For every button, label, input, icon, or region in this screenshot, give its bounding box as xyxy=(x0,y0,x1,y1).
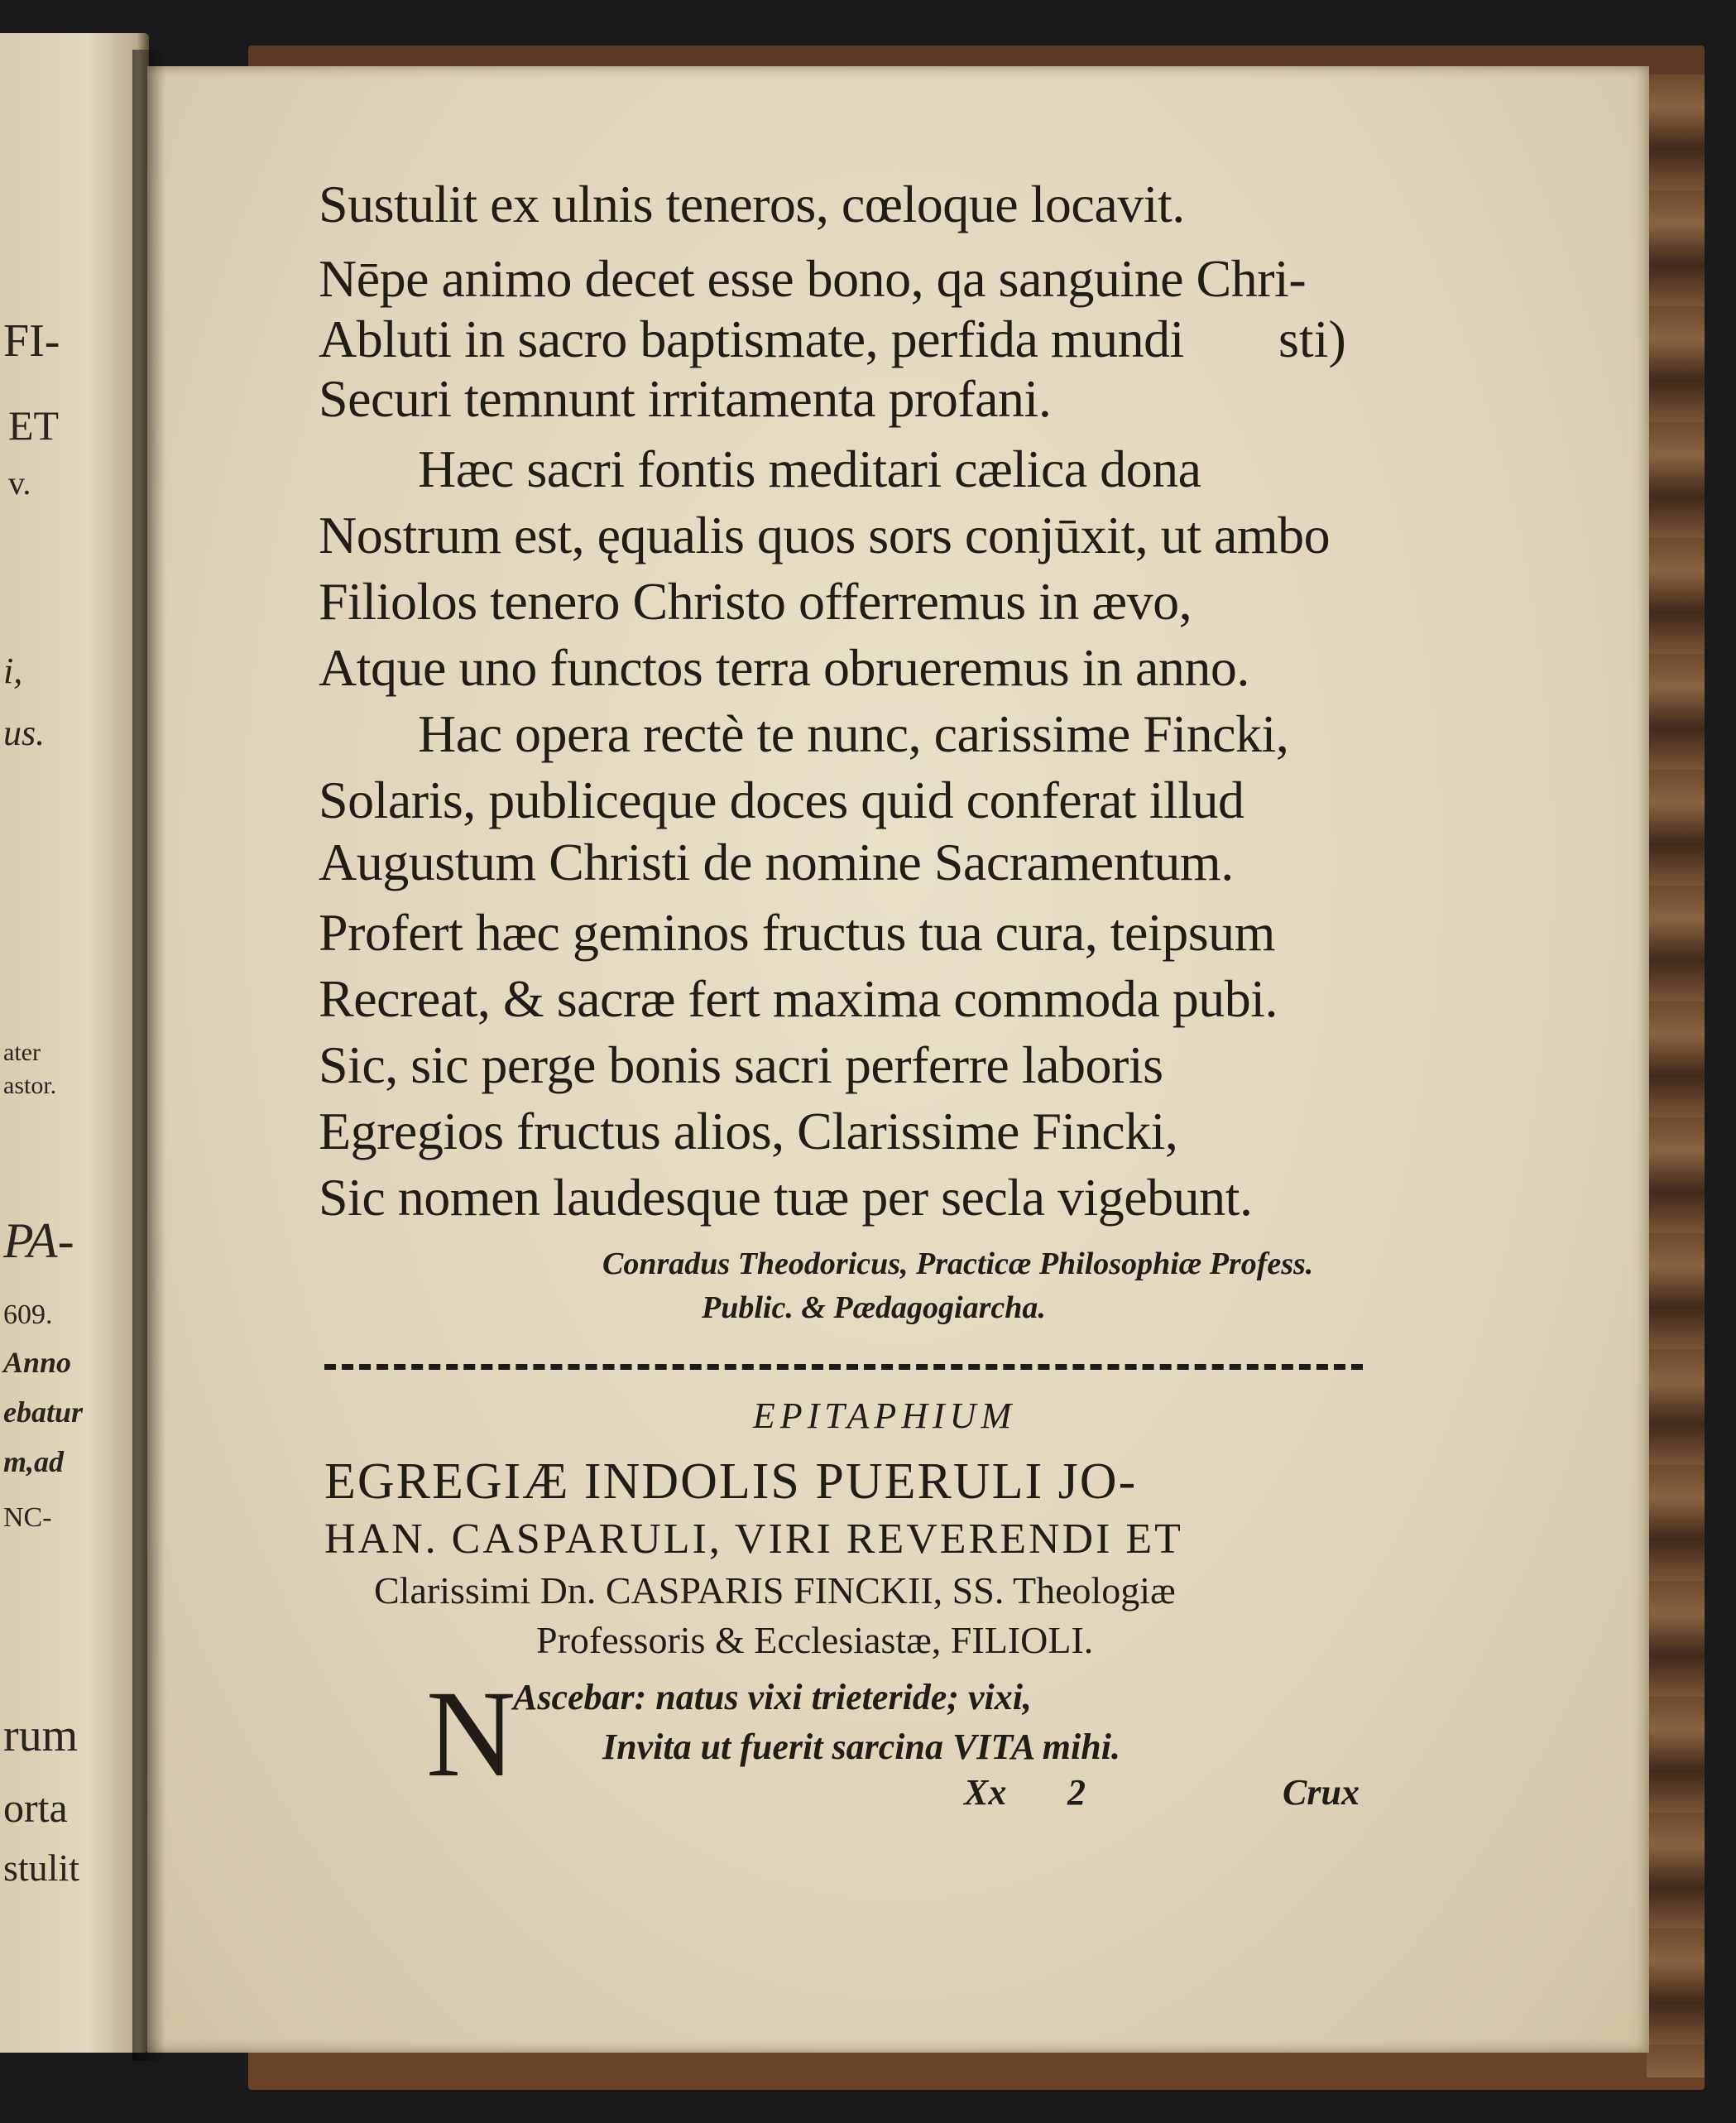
verso-page-edge xyxy=(0,33,149,2053)
verso-fragment: Anno xyxy=(3,1346,72,1379)
poem-line: Augustum Christi de nomine Sacramentum. xyxy=(319,833,1234,891)
epitaph-title: EGREGIÆ INDOLIS PUERULI JO- xyxy=(324,1453,1138,1510)
gutter-shadow xyxy=(132,50,165,2061)
drop-capital: N xyxy=(426,1665,516,1803)
poem-line: Solaris, publiceque doces quid conferat illud xyxy=(319,771,1244,829)
poem-line: Atque uno functos terra obrueremus in anno. xyxy=(319,638,1249,697)
verso-fragment: 609. xyxy=(3,1299,53,1330)
poem-line: Egregios fructus alios, Clarissime Fincki, xyxy=(319,1102,1178,1160)
verso-fragment: ET xyxy=(8,402,60,449)
poem-line: Sic nomen laudesque tuæ per secla vigebunt. xyxy=(319,1168,1253,1227)
poem-line: Sic, sic perge bonis sacri perferre laboris xyxy=(319,1035,1163,1094)
poem-line: Recreat, & sacræ fert maxima commoda pubi. xyxy=(319,969,1278,1028)
verso-fragment: orta xyxy=(3,1784,68,1831)
epitaph-title: Professoris & Ecclesiastæ, FILIOLI. xyxy=(536,1619,1094,1661)
poem-line: Abluti in sacro baptismate, perfida mundi xyxy=(319,310,1184,368)
verso-fragment: FI- xyxy=(3,315,60,367)
poem-line: Nēpe animo decet esse bono, qa sanguine Chri- xyxy=(319,249,1307,308)
verso-fragment: m,ad xyxy=(3,1445,65,1478)
poem-line: Securi temnunt irritamenta profani. xyxy=(319,369,1052,428)
verso-fragment: NC- xyxy=(3,1502,52,1533)
verso-fragment: PA- xyxy=(3,1213,74,1268)
epitaph-verse: Invita ut fuerit sarcina VITA mihi. xyxy=(602,1727,1120,1767)
verso-fragment: ater xyxy=(3,1039,41,1066)
verso-fragment: stulit xyxy=(3,1847,80,1889)
signature-number: 2 xyxy=(1067,1772,1086,1813)
verso-fragment: i, xyxy=(3,651,23,691)
verso-fragment: astor. xyxy=(3,1072,57,1099)
epitaph-verse: Ascebar: natus vixi trieteride; vixi, xyxy=(513,1677,1032,1717)
epitaph-title: HAN. CASPARULI, VIRI REVERENDI ET xyxy=(324,1515,1183,1563)
author-signature: Conradus Theodoricus, Practicæ Philosophiæ Profess. xyxy=(602,1246,1314,1281)
book-cover-edge xyxy=(1647,74,1705,2077)
verso-fragment: v. xyxy=(8,464,31,502)
catchword: Crux xyxy=(1283,1772,1360,1813)
verso-fragment: ebatur xyxy=(3,1395,84,1429)
poem-line: Hac opera rectè te nunc, carissime Fincki, xyxy=(418,704,1289,763)
poem-line: Sustulit ex ulnis teneros, cœloque locavit. xyxy=(319,175,1185,233)
poem-line: Profert hæc geminos fructus tua cura, teipsum xyxy=(319,903,1275,962)
poem-line-continuation: sti) xyxy=(1278,310,1346,368)
poem-line: Hæc sacri fontis meditari cælica dona xyxy=(418,439,1201,498)
epitaph-title: Clarissimi Dn. CASPARIS FINCKII, SS. Theologiæ xyxy=(374,1569,1176,1611)
signature-mark: Xx xyxy=(964,1772,1007,1813)
epitaph-heading: EPITAPHIUM xyxy=(752,1395,1017,1436)
poem-line: Filiolos tenero Christo offerremus in ævo, xyxy=(319,572,1192,631)
author-title: Public. & Pædagogiarcha. xyxy=(702,1290,1046,1325)
section-divider xyxy=(324,1364,1363,1370)
verso-fragment: rum xyxy=(3,1710,79,1761)
poem-line: Nostrum est, ęqualis quos sors conjūxit, ut ambo xyxy=(319,506,1331,564)
verso-fragment: us. xyxy=(3,713,46,753)
